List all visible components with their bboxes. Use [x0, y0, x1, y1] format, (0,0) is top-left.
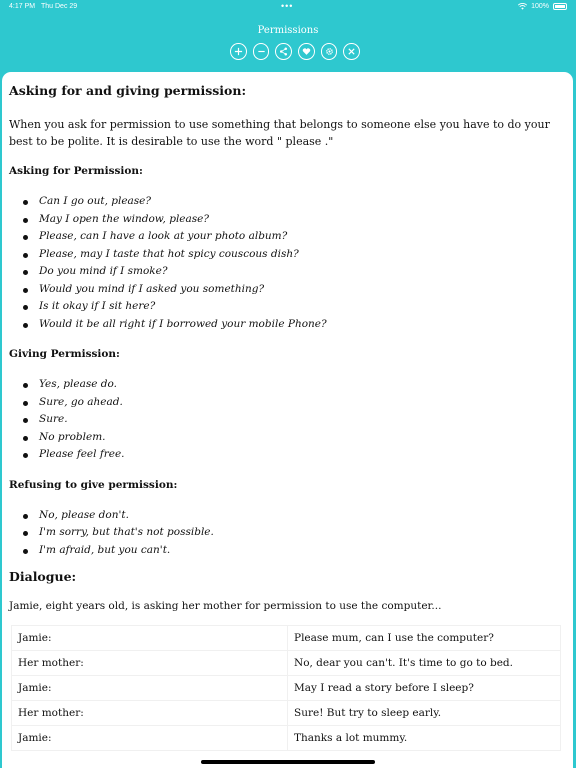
list-item: Would it be all right if I borrowed your mobile Phone?	[23, 316, 566, 334]
list-item: Do you mind if I smoke?	[23, 263, 566, 281]
line-cell: Thanks a lot mummy.	[288, 726, 561, 751]
table-row	[12, 676, 561, 701]
speaker-cell: Jamie:	[12, 676, 288, 701]
page-title: Permissions	[257, 25, 319, 36]
table-row	[12, 626, 561, 651]
status-date: Thu Dec 29	[41, 3, 78, 10]
refusing-heading: Refusing to give permission:	[9, 478, 178, 491]
close-icon	[347, 47, 356, 56]
home-indicator[interactable]	[201, 760, 375, 764]
list-item: Please feel free.	[23, 446, 566, 464]
list-item: Can I go out, please?	[23, 193, 566, 211]
battery-percent: 100%	[531, 3, 549, 10]
plus-icon	[234, 47, 243, 56]
list-item: I'm afraid, but you can't.	[23, 542, 566, 560]
speaker-cell: Jamie:	[12, 726, 288, 751]
list-item: Please, can I have a look at your photo album?	[23, 228, 566, 246]
list-item: Sure, go ahead.	[23, 394, 566, 412]
settings-button[interactable]	[321, 43, 338, 60]
multitasking-dots[interactable]: •••	[281, 1, 294, 11]
list-item: Yes, please do.	[23, 376, 566, 394]
share-icon	[279, 47, 288, 56]
line-cell: May I read a story before I sleep?	[288, 676, 561, 701]
status-bar	[0, 0, 576, 14]
heart-icon	[302, 47, 311, 56]
status-right	[518, 3, 567, 10]
favorite-button[interactable]	[298, 43, 315, 60]
battery-icon	[553, 3, 567, 10]
list-item: Is it okay if I sit here?	[23, 298, 566, 316]
close-button[interactable]	[343, 43, 360, 60]
list-item: No problem.	[23, 429, 566, 447]
list-item: Please, may I taste that hot spicy couscous dish?	[23, 246, 566, 264]
article-content[interactable]	[2, 72, 573, 768]
table-row	[12, 701, 561, 726]
asking-heading: Asking for Permission:	[9, 165, 143, 177]
status-time: 4:17 PM	[9, 3, 36, 10]
giving-list	[9, 376, 566, 464]
line-cell: No, dear you can't. It's time to go to bed.	[288, 651, 561, 676]
minus-icon	[257, 47, 266, 56]
dialogue-table	[11, 625, 561, 751]
article-heading: Asking for and giving permission:	[9, 83, 247, 98]
toolbar	[230, 43, 360, 61]
asking-list	[9, 193, 566, 333]
gear-icon	[325, 47, 334, 56]
table-row	[12, 651, 561, 676]
share-button[interactable]	[275, 43, 292, 60]
dialogue-intro: Jamie, eight years old, is asking her mother for permission to use the computer...	[9, 600, 442, 612]
speaker-cell: Jamie:	[12, 626, 288, 651]
list-item: I'm sorry, but that's not possible.	[23, 524, 566, 542]
list-item: May I open the window, please?	[23, 211, 566, 229]
speaker-cell: Her mother:	[12, 651, 288, 676]
list-item: Sure.	[23, 411, 566, 429]
speaker-cell: Her mother:	[12, 701, 288, 726]
line-cell: Please mum, can I use the computer?	[288, 626, 561, 651]
dialogue-heading: Dialogue:	[9, 569, 77, 584]
refusing-list	[9, 507, 566, 560]
zoom-in-button[interactable]	[230, 43, 247, 60]
list-item: Would you mind if I asked you something?	[23, 281, 566, 299]
list-item: No, please don't.	[23, 507, 566, 525]
wifi-icon	[518, 3, 527, 10]
giving-heading: Giving Permission:	[9, 348, 120, 360]
line-cell: Sure! But try to sleep early.	[288, 701, 561, 726]
table-row	[12, 726, 561, 751]
zoom-out-button[interactable]	[253, 43, 270, 60]
intro-paragraph: When you ask for permission to use something that belongs to someone else you have to do your best to be polite. It is desirable to use the word " please ."	[9, 118, 550, 148]
